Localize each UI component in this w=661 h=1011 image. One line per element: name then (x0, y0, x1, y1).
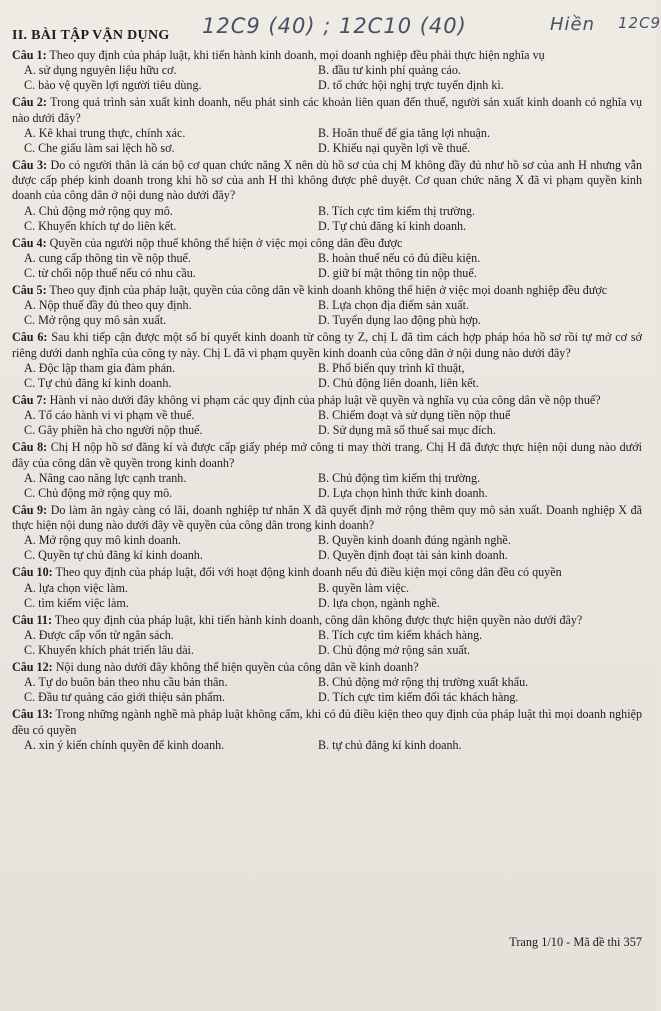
answer-options (12, 204, 642, 234)
answer-options (12, 628, 642, 658)
answer-option[interactable]: D. Sử dụng mã số thuế sai mục đích. (318, 423, 496, 438)
answer-option[interactable]: A. sử dụng nguyên liệu hữu cơ. (24, 63, 177, 78)
answer-option[interactable]: A. cung cấp thông tin về nộp thuế. (24, 251, 191, 266)
answer-options (12, 126, 642, 156)
answer-option[interactable]: B. Chủ động mở rộng thị trường xuất khẩu. (318, 675, 529, 690)
answer-option[interactable]: A. Nâng cao năng lực cạnh tranh. (24, 470, 187, 485)
answer-option[interactable]: D. lựa chọn, ngành nghề. (318, 595, 440, 610)
answer-option[interactable]: A. Độc lập tham gia đàm phán. (24, 360, 176, 375)
question-5 (12, 283, 642, 298)
answer-option[interactable]: A. Được cấp vốn từ ngân sách. (24, 628, 174, 643)
question-text: Theo quy định của pháp luật, khi tiến hành kinh doanh, công dân không được thực hiện quyền nào dưới đây? (54, 612, 583, 627)
answer-option[interactable]: C. tìm kiếm việc làm. (24, 595, 129, 610)
answer-option[interactable]: C. Khuyến khích phát triển lâu dài. (24, 643, 194, 658)
answer-option[interactable]: D. Tích cực tìm kiếm đối tác khách hàng. (318, 690, 519, 705)
answer-options (12, 298, 642, 328)
question-number: Câu 12: (12, 660, 53, 675)
page-footer: Trang 1/10 - Mã đề thi 357 (509, 935, 642, 949)
question-4 (12, 236, 642, 251)
answer-option[interactable]: D. Chủ động liên doanh, liên kết. (318, 375, 479, 390)
question-8 (12, 440, 642, 471)
answer-option[interactable]: B. tự chủ đăng kí kinh doanh. (318, 737, 462, 752)
question-11 (12, 613, 642, 628)
answer-option[interactable]: D. tổ chức hội nghị trực tuyến định kì. (318, 78, 504, 93)
answer-options (12, 361, 642, 391)
answer-option[interactable]: B. Tích cực tìm kiếm khách hàng. (318, 628, 483, 643)
answer-option[interactable]: B. Lựa chọn địa điểm sản xuất. (318, 298, 469, 313)
handwritten-class-note: 12C9 (40) ; 12C10 (40) (202, 14, 467, 38)
question-12 (12, 660, 642, 675)
answer-option[interactable]: C. Gây phiền hà cho người nộp thuế. (24, 423, 203, 438)
answer-option[interactable]: C. Tự chủ đăng kí kinh doanh. (24, 375, 172, 390)
answer-option[interactable]: B. Chủ động tìm kiếm thị trường. (318, 470, 481, 485)
page-header (12, 12, 661, 48)
answer-option[interactable]: B. quyền làm việc. (318, 580, 410, 595)
answer-option[interactable]: D. giữ bí mật thông tin nộp thuế. (318, 266, 477, 281)
answer-option[interactable]: B. Quyền kinh doanh đúng ngành nghề. (318, 533, 511, 548)
question-number: Câu 8: (12, 440, 48, 455)
answer-option[interactable]: A. Nộp thuế đầy đủ theo quy định. (24, 298, 192, 313)
question-text: Theo quy định của pháp luật, đối với hoạt động kinh doanh nếu đủ điều kiện mọi công dân đều có quyền (55, 565, 562, 580)
answer-options (12, 408, 642, 438)
answer-option[interactable]: A. Tố cáo hành vi vi phạm về thuế. (24, 408, 195, 423)
answer-option[interactable]: C. Khuyến khích tự do liên kết. (24, 218, 177, 233)
answer-option[interactable]: D. Lựa chọn hình thức kinh doanh. (318, 485, 488, 500)
question-text: Sau khi tiếp cận được một số bí quyết kinh doanh từ công ty Z, chị L đã tìm cách hợp pháp hóa hồ sơ rồi tự mở cơ sở riêng dưới danh nghĩa của công ty này. Chị L đã vi phạm quyền kinh doanh của công dân ở nội dung nào dưới đây? (12, 330, 642, 360)
question-text: Hành vi nào dưới đây không vi phạm các quy định của pháp luật về quyền và nghĩa vụ của công dân về nộp thuế? (49, 392, 601, 407)
answer-option[interactable]: B. Phổ biến quy trình kĩ thuật, (318, 360, 465, 375)
answer-option[interactable]: D. Khiếu nại quyền lợi về thuế. (318, 140, 471, 155)
answer-option[interactable]: B. Tích cực tìm kiếm thị trường. (318, 203, 475, 218)
question-6 (12, 330, 642, 361)
question-text: Trong những ngành nghề mà pháp luật không cấm, khi có đủ điều kiện theo quy định của pháp luật thì mọi doanh nghiệp đều có quyền (12, 707, 643, 737)
question-text: Do có người thân là cán bộ cơ quan chức năng X nên dù hồ sơ của chị M không đầy đủ như hồ sơ của anh H nhưng vẫn được cấp phép kinh doanh trong khi hồ sơ của anh H thì không được phê duyệt. Cơ quan chức năng X đã vi phạm quyền kinh doanh của công dân ở nội dung nào dưới đây? (12, 157, 643, 203)
question-text: Quyền của người nộp thuế không thể hiện ở việc mọi công dân đều được (49, 235, 403, 250)
answer-option[interactable]: A. xin ý kiến chính quyền để kinh doanh. (24, 737, 225, 752)
question-number: Câu 5: (12, 283, 47, 298)
question-text: Nội dung nào dưới đây không thể hiện quyền của công dân về kinh doanh? (55, 660, 419, 675)
section-title: II. BÀI TẬP VẬN DỤNG (12, 28, 170, 43)
answer-options (12, 738, 642, 753)
answer-option[interactable]: C. Che giấu làm sai lệch hồ sơ. (24, 140, 175, 155)
question-text: Trong quá trình sản xuất kinh doanh, nếu phát sinh các khoản liên quan đến thuế, người sản xuất kinh doanh có nghĩa vụ nào dưới đây? (12, 95, 642, 125)
question-number: Câu 9: (12, 502, 48, 517)
question-number: Câu 11: (12, 612, 52, 627)
question-10 (12, 565, 642, 580)
answer-option[interactable]: B. Hoãn thuế để gia tăng lợi nhuận. (318, 125, 490, 140)
answer-options (12, 533, 642, 563)
answer-option[interactable]: D. Tự chủ đăng kí kinh doanh. (318, 218, 467, 233)
answer-option[interactable]: A. Mở rộng quy mô kinh doanh. (24, 533, 181, 548)
question-number: Câu 7: (12, 392, 47, 407)
question-number: Câu 13: (12, 707, 53, 722)
question-13 (12, 707, 642, 738)
answer-options (12, 251, 642, 281)
question-text: Do làm ăn ngày càng có lãi, doanh nghiệp tư nhân X đã quyết định mở rộng thêm quy mô sản xuất. Doanh nghiệp X đã thực hiện nội dung nào dưới đây về quyền của công dân trong kinh doanh? (12, 502, 643, 533)
question-7 (12, 393, 642, 408)
handwritten-name: Hiền (550, 14, 596, 35)
answer-option[interactable]: A. Tự do buôn bán theo nhu cầu bản thân. (24, 675, 228, 690)
question-number: Câu 4: (12, 235, 47, 250)
answer-option[interactable]: A. lựa chọn việc làm. (24, 580, 128, 595)
answer-option[interactable]: A. Chủ động mở rộng quy mô. (24, 203, 173, 218)
question-number: Câu 1: (12, 48, 47, 62)
answer-options (12, 63, 642, 93)
answer-option[interactable]: D. Tuyển dụng lao động phù hợp. (318, 313, 481, 328)
question-number: Câu 3: (12, 157, 48, 172)
question-text: Chị H nộp hồ sơ đăng kí và được cấp giấy phép mở công ti may thời trang. Chị H đã được thực hiện nội dung nào dưới đây của công dân về quyền trong kinh doanh? (12, 440, 642, 470)
question-1 (12, 48, 642, 63)
answer-options (12, 675, 642, 705)
question-9 (12, 503, 642, 534)
question-list (12, 48, 642, 753)
answer-option[interactable]: B. hoàn thuế nếu có đủ điều kiện. (318, 251, 481, 266)
question-number: Câu 6: (12, 330, 48, 345)
answer-option[interactable]: C. Quyền tự chủ đăng kí kinh doanh. (24, 548, 203, 563)
question-number: Câu 2: (12, 95, 47, 110)
answer-option[interactable]: D. Chủ động mở rộng sản xuất. (318, 643, 471, 658)
answer-option[interactable]: C. từ chối nộp thuế nếu có nhu cầu. (24, 266, 196, 281)
answer-options (12, 581, 642, 611)
question-2 (12, 95, 642, 126)
question-3 (12, 158, 642, 204)
question-text: Theo quy định của pháp luật, quyền của công dân về kinh doanh không thể hiện ở việc mọi doanh nghiệp đều được (49, 283, 608, 298)
answer-option[interactable]: B. đầu tư kinh phí quảng cáo. (318, 63, 461, 78)
answer-option[interactable]: C. Chủ động mở rộng quy mô. (24, 485, 173, 500)
answer-option[interactable]: C. Mở rộng quy mô sản xuất. (24, 313, 167, 328)
handwritten-class: 12C9 (618, 14, 661, 32)
answer-option[interactable]: D. Quyền định đoạt tài sản kinh doanh. (318, 548, 508, 563)
answer-option[interactable]: A. Kê khai trung thực, chính xác. (24, 125, 186, 140)
answer-option[interactable]: C. Đầu tư quảng cáo giới thiệu sản phẩm. (24, 690, 226, 705)
answer-option[interactable]: C. bảo vệ quyền lợi người tiêu dùng. (24, 78, 202, 93)
question-number: Câu 10: (12, 565, 53, 580)
answer-options (12, 471, 642, 501)
question-text: Theo quy định của pháp luật, khi tiến hành kinh doanh, mọi doanh nghiệp đều phải thực hiện nghĩa vụ (49, 48, 545, 62)
answer-option[interactable]: B. Chiếm đoạt và sử dụng tiền nộp thuế (318, 408, 511, 423)
